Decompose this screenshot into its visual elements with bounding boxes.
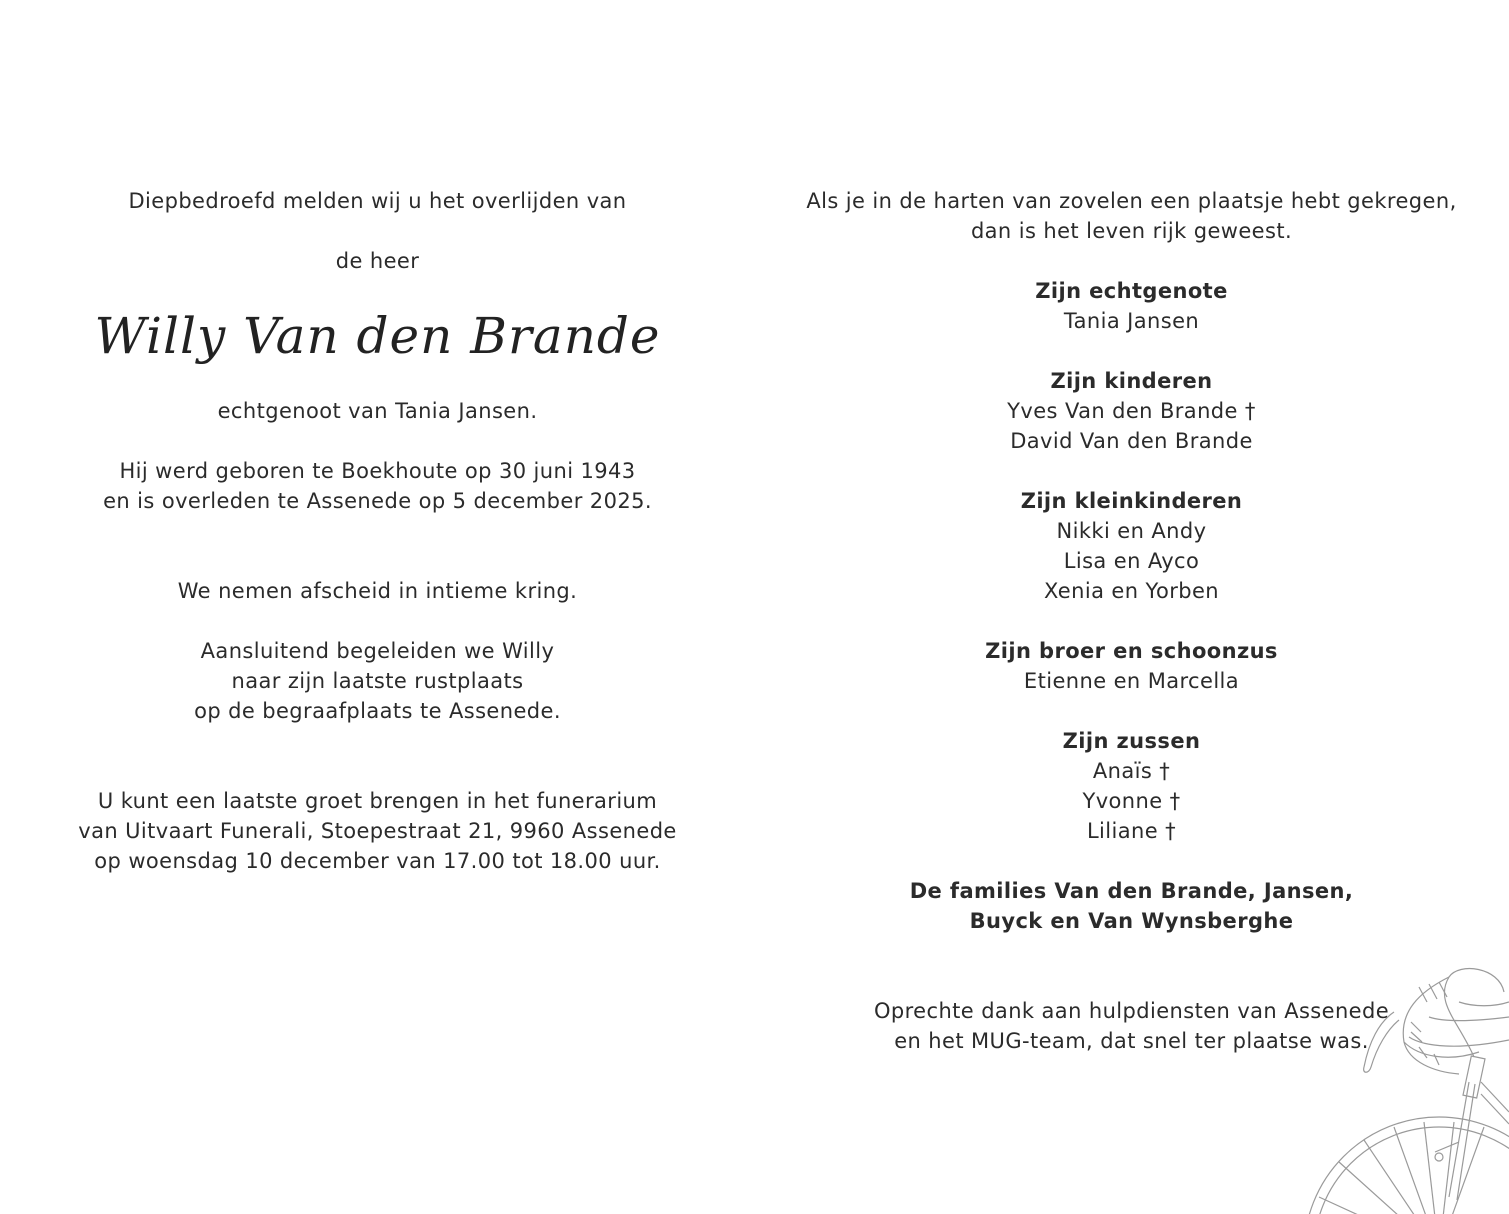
sister-name: Yvonne † — [1082, 789, 1181, 813]
child-name: Yves Van den Brande † — [1007, 399, 1256, 423]
farewell-line: We nemen afscheid in intieme kring. — [177, 579, 578, 603]
grandchild-name: Xenia en Yorben — [1043, 579, 1220, 603]
burial-line: Aansluitend begeleiden we Willy — [200, 639, 555, 663]
spouse-heading: Zijn echtgenote — [1035, 279, 1228, 303]
grandchild-name: Lisa en Ayco — [1063, 549, 1200, 573]
brother-name: Etienne en Marcella — [1023, 669, 1240, 693]
death-line: en is overleden te Assenede op 5 december 2025. — [103, 489, 652, 513]
child-name: David Van den Brande — [1010, 429, 1253, 453]
quote-line: dan is het leven rijk geweest. — [970, 219, 1293, 243]
burial-line: naar zijn laatste rustplaats — [231, 669, 524, 693]
spouse-name: Tania Jansen — [1063, 309, 1200, 333]
sisters-heading: Zijn zussen — [1062, 729, 1201, 753]
visit-line: U kunt een laatste groet brengen in het funerarium — [97, 789, 658, 813]
grandchildren-heading: Zijn kleinkinderen — [1020, 489, 1243, 513]
burial-line: op de begraafplaats te Assenede. — [194, 699, 561, 723]
sister-name: Liliane † — [1086, 819, 1177, 843]
visit-line: op woensdag 10 december van 17.00 tot 18.00 uur. — [94, 849, 661, 873]
families-line: Buyck en Van Wynsberghe — [969, 909, 1294, 933]
announcement-text: Diepbedroefd melden wij u het overlijden van — [128, 189, 627, 213]
title-text: de heer — [335, 249, 420, 273]
birth-line: Hij werd geboren te Boekhoute op 30 juni 1943 — [119, 459, 636, 483]
sister-name: Anaïs † — [1092, 759, 1171, 783]
quote-line: Als je in de harten van zovelen een plaatsje hebt gekregen, — [806, 189, 1457, 213]
families-line: De families Van den Brande, Jansen, — [909, 879, 1354, 903]
visit-line: van Uitvaart Funerali, Stoepestraat 21, 9960 Assenede — [78, 819, 677, 843]
deceased-name: Willy Van den Brande — [94, 307, 661, 365]
brother-heading: Zijn broer en schoonzus — [985, 639, 1278, 663]
left-column — [70, 186, 685, 876]
thanks-line: Oprechte dank aan hulpdiensten van Assenede — [873, 999, 1390, 1023]
grandchild-name: Nikki en Andy — [1056, 519, 1207, 543]
bicycle-drawing-icon — [1259, 962, 1509, 1214]
spouse-line: echtgenoot van Tania Jansen. — [217, 399, 538, 423]
thanks-line: en het MUG-team, dat snel ter plaatse was. — [894, 1029, 1369, 1053]
children-heading: Zijn kinderen — [1050, 369, 1213, 393]
right-column — [800, 186, 1463, 1056]
